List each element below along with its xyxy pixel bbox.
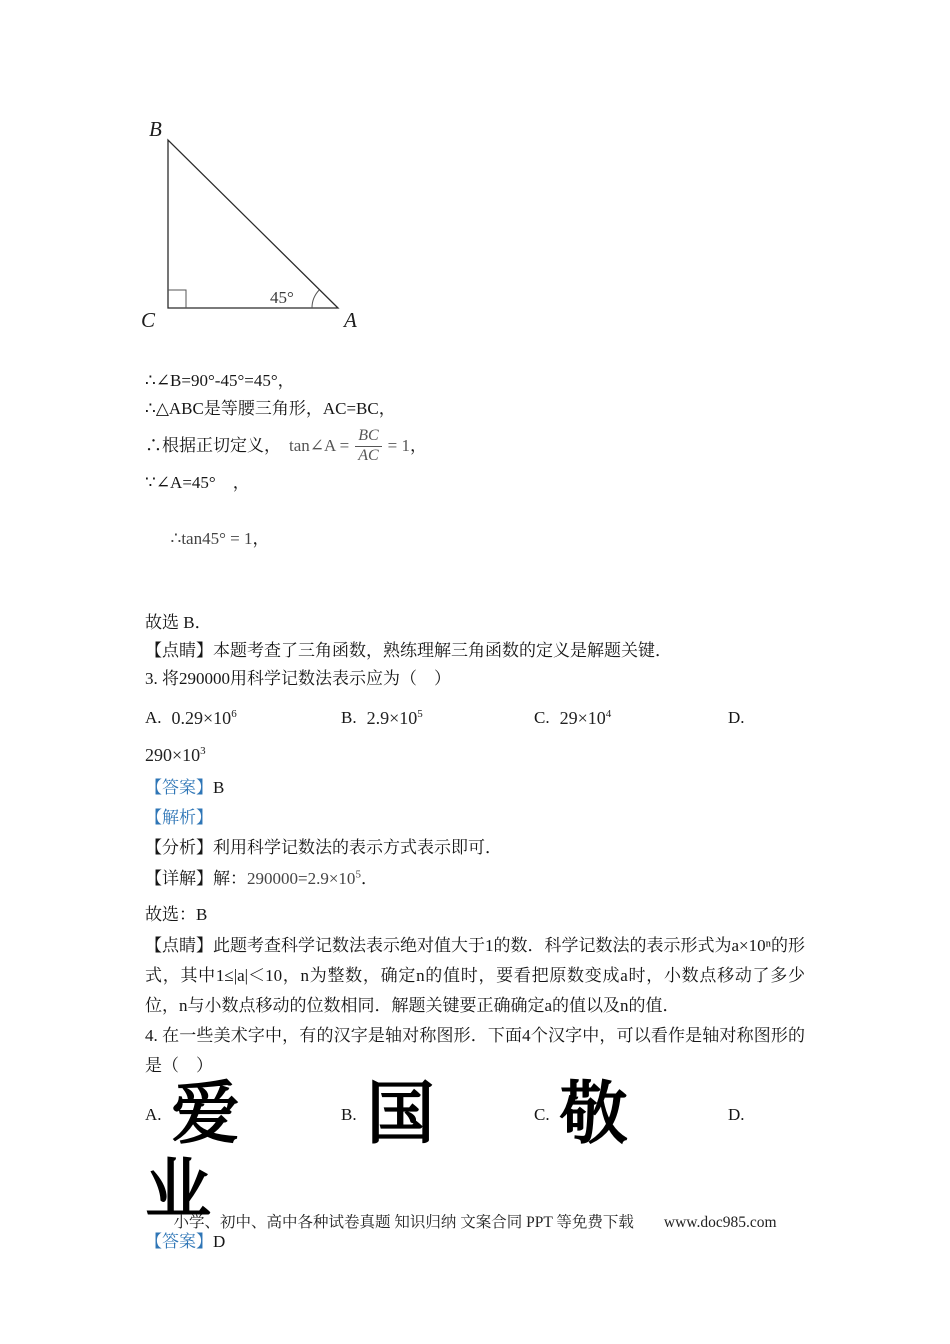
solution-step-5 xyxy=(145,497,805,581)
formula-prefix: ∴根据正切定义， xyxy=(145,436,281,455)
q3-remark: 【点睛】此题考查科学记数法表示绝对值大于1的数．科学记数法的表示形式为a×10ⁿ的形式，其中1≤|a|＜10，n为整数，确定n的值时，要看把原数变成a时，小数点移动了多少位，n与小数点移动的位数相同．解题关键要正确确定a的值以及n的值． xyxy=(145,936,805,1015)
solution-step-1: ∴∠B=90°-45°=45°， xyxy=(145,371,295,390)
triangle-figure xyxy=(139,108,374,328)
q2-choose-answer: 故选 B． xyxy=(145,613,212,632)
q4-answer-label: 【答案】 xyxy=(145,1232,213,1251)
q4-option-b-label: B. xyxy=(341,1105,357,1124)
solution-step-2: ∴△ABC是等腰三角形，AC=BC， xyxy=(145,399,396,418)
q3-option-d-exp: 3 xyxy=(200,745,206,757)
angle-arc xyxy=(312,290,319,308)
q3-jiexi-line xyxy=(145,804,805,832)
q3-detail-exp: 5 xyxy=(355,868,361,881)
vertex-label-c: C xyxy=(141,308,156,328)
fraction-denominator: AC xyxy=(358,446,379,464)
q4-option-a-char: 爱 xyxy=(171,1075,240,1154)
solution-step-4: ∵∠A=45° ， xyxy=(145,473,250,492)
q3-detail-formula xyxy=(247,869,361,888)
tan45-formula: ∴tan45° = 1 xyxy=(170,529,253,548)
q3-choose-answer: 故选：B xyxy=(145,905,208,924)
vertex-label-b: B xyxy=(149,117,162,141)
q3-detail-line xyxy=(145,862,805,896)
triangle-outline xyxy=(168,140,338,308)
q3-option-a-exp: 6 xyxy=(231,707,237,720)
question-4-options xyxy=(145,1076,805,1154)
q3-detail-base: 290000=2.9×10 xyxy=(247,869,356,888)
q3-fenxi-line: 【分析】利用科学记数法的表示方式表示即可． xyxy=(145,838,502,857)
q3-answer-value: B xyxy=(213,778,225,797)
q4-option-b xyxy=(341,1075,534,1154)
footer-site-url: www.doc985.com xyxy=(663,1214,777,1231)
q4-option-c xyxy=(534,1075,728,1154)
q3-option-a-label: A. xyxy=(145,708,162,727)
q3-option-b-label: B. xyxy=(341,708,357,727)
q3-answer-label: 【答案】 xyxy=(145,778,213,797)
q3-option-a-base: 0.29×10 xyxy=(171,707,232,728)
q3-answer-line xyxy=(145,774,805,802)
formula-comma: ， xyxy=(410,436,427,455)
q3-option-d-base: 290×10 xyxy=(145,745,201,765)
q4-option-c-label: C. xyxy=(534,1105,550,1124)
q4-answer-line xyxy=(145,1228,805,1256)
vertex-label-a: A xyxy=(344,308,357,328)
q3-option-b-value xyxy=(367,708,423,729)
q3-option-d xyxy=(728,708,805,728)
fraction-numerator: BC xyxy=(355,427,381,446)
question-3-options xyxy=(145,701,805,735)
solution-step-3 xyxy=(145,423,805,469)
q3-option-c-value xyxy=(560,708,612,729)
tangent-formula-lead: tan∠A = xyxy=(289,436,350,455)
q3-option-b xyxy=(341,708,534,729)
q4-option-a xyxy=(145,1075,341,1154)
q3-detail-prefix: 【详解】解： xyxy=(145,869,247,888)
q3-option-a-value xyxy=(172,708,237,729)
q4-option-d xyxy=(728,1105,805,1125)
step5-comma: ， xyxy=(252,529,270,548)
q3-option-a xyxy=(145,708,341,729)
q3-option-c-label: C. xyxy=(534,708,550,727)
question-4-stem: 4. 在一些美术字中，有的汉字是轴对称图形．下面4个汉字中，可以看作是轴对称图形的是（ ） xyxy=(145,1026,805,1075)
q3-option-c-base: 29×10 xyxy=(559,707,606,728)
tangent-formula-tail: = 1 xyxy=(387,436,410,455)
q4-option-c-char: 敬 xyxy=(559,1075,628,1154)
q4-option-b-char: 国 xyxy=(366,1075,435,1154)
q3-detail-tail: ． xyxy=(360,869,378,888)
footer-text: 小学、初中、高中各种试卷真题 知识归纳 文案合同 PPT 等免费下载 xyxy=(173,1214,634,1231)
q4-option-d-char: 业 xyxy=(145,1151,211,1228)
q3-jiexi-label: 【解析】 xyxy=(145,808,213,827)
q3-option-c xyxy=(534,708,728,729)
q2-remark: 【点睛】本题考查了三角函数，熟练理解三角函数的定义是解题关键． xyxy=(145,641,672,660)
q4-option-a-label: A. xyxy=(145,1105,162,1124)
angle-45-label: 45° xyxy=(270,288,294,307)
q4-answer-value: D xyxy=(213,1232,226,1251)
right-angle-mark xyxy=(168,290,186,308)
q4-option-d-label: D. xyxy=(728,1105,745,1124)
q3-option-c-exp: 4 xyxy=(605,707,612,720)
page-footer xyxy=(0,1210,950,1232)
q3-option-d-label: D. xyxy=(728,708,745,727)
question-3-stem: 3. 将290000用科学记数法表示应为（ ） xyxy=(145,669,451,688)
q3-option-b-exp: 5 xyxy=(417,707,423,720)
q3-option-b-base: 2.9×10 xyxy=(366,707,418,728)
q3-option-d-value xyxy=(145,740,805,770)
tangent-fraction xyxy=(355,427,381,465)
